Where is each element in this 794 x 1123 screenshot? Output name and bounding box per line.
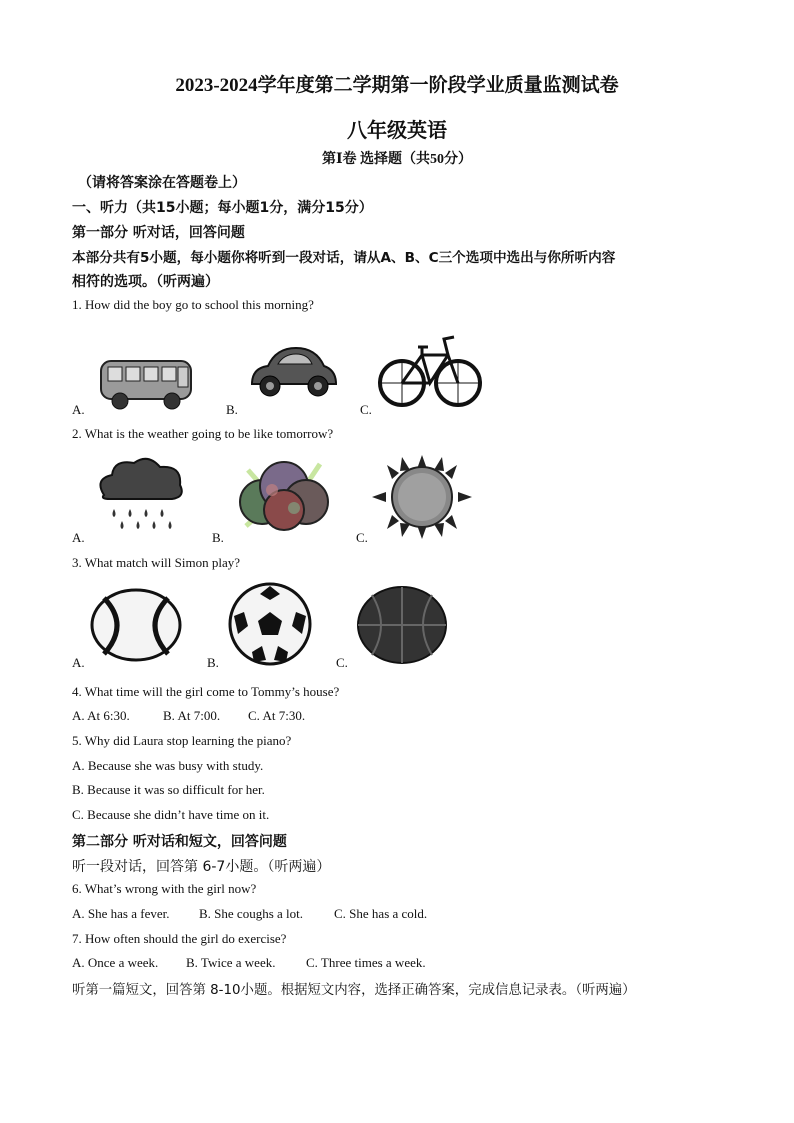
q2-option-b[interactable]: B. xyxy=(212,530,224,545)
part1-sub-heading: 第一部分 听对话，回答问题 xyxy=(72,225,245,241)
q6-option-b[interactable]: B. She coughs a lot. xyxy=(199,906,303,921)
q7-option-a[interactable]: A. Once a week. xyxy=(72,955,159,970)
q3-option-b[interactable]: B. xyxy=(207,655,219,670)
q5-option-a[interactable]: A. Because she was busy with study. xyxy=(72,758,264,773)
q4-option-b[interactable]: B. At 7:00. xyxy=(163,708,221,723)
question-5: 5. Why did Laura stop learning the piano? xyxy=(72,733,292,748)
q1-option-b[interactable]: B. xyxy=(226,402,238,417)
sun-icon xyxy=(372,455,472,539)
section-title: 第Ⅰ卷 选择题（共50分） xyxy=(321,152,473,167)
exam-title: 2023-2024学年度第二学期第一阶段学业质量监测试卷 xyxy=(175,75,619,96)
car-icon xyxy=(246,340,338,404)
q2-option-a[interactable]: A. xyxy=(72,530,85,545)
q3-option-a[interactable]: A. xyxy=(72,655,85,670)
part1-heading: 一、听力（共15小题；每小题1分，满分15分） xyxy=(72,200,373,216)
question-2: 2. What is the weather going to be like tomorrow? xyxy=(72,426,334,441)
bus-icon xyxy=(98,355,194,411)
exam-subtitle: 八年级英语 xyxy=(347,120,447,142)
question-4: 4. What time will the girl come to Tommy’s house? xyxy=(72,684,340,699)
part2-instruction: 听一段对话，回答第 6-7小题。（听两遍） xyxy=(72,859,331,875)
baseball-icon xyxy=(90,588,182,662)
q1-option-a[interactable]: A. xyxy=(72,402,85,417)
rain-cloud-icon xyxy=(94,455,186,537)
passage-instruction: 听第一篇短文，回答第 8-10小题。根据短文内容，选择正确答案，完成信息记录表。（听两遍） xyxy=(72,983,636,998)
answer-note: （请将答案涂在答题卷上） xyxy=(78,175,246,191)
question-6: 6. What’s wrong with the girl now? xyxy=(72,881,257,896)
part1-instruction-line2: 相符的选项。（听两遍） xyxy=(72,274,219,290)
q3-option-c[interactable]: C. xyxy=(336,655,348,670)
q7-option-b[interactable]: B. Twice a week. xyxy=(186,955,276,970)
q1-option-c[interactable]: C. xyxy=(360,402,372,417)
q7-option-c[interactable]: C. Three times a week. xyxy=(306,955,426,970)
part2-sub-heading: 第二部分 听对话和短文，回答问题 xyxy=(72,834,287,850)
q5-option-c[interactable]: C. Because she didn’t have time on it. xyxy=(72,807,270,822)
soccer-ball-icon xyxy=(228,582,312,666)
part1-instruction-line1: 本部分共有5小题，每小题你将听到一段对话，请从A、B、C三个选项中选出与你所听内容 xyxy=(72,250,616,266)
question-3: 3. What match will Simon play? xyxy=(72,555,241,570)
q6-option-c[interactable]: C. She has a cold. xyxy=(334,906,428,921)
question-7: 7. How often should the girl do exercise? xyxy=(72,931,287,946)
q5-option-b[interactable]: B. Because it was so difficult for her. xyxy=(72,782,265,797)
q6-option-a[interactable]: A. She has a fever. xyxy=(72,906,170,921)
basketball-icon xyxy=(356,585,448,665)
cloudy-icon xyxy=(228,450,334,540)
question-1: 1. How did the boy go to school this morning? xyxy=(72,297,314,312)
q2-option-c[interactable]: C. xyxy=(356,530,368,545)
q4-option-c[interactable]: C. At 7:30. xyxy=(248,708,306,723)
bicycle-icon xyxy=(378,325,482,413)
q4-option-a[interactable]: A. At 6:30. xyxy=(72,708,130,723)
